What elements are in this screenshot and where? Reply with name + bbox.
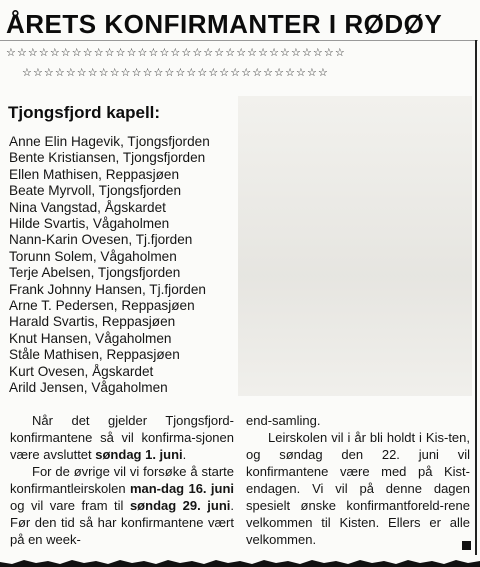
star-border-row-1: ☆☆☆☆☆☆☆☆☆☆☆☆☆☆☆☆☆☆☆☆☆☆☆☆☆☆☆☆☆☆☆ bbox=[6, 47, 346, 59]
torn-edge bbox=[0, 557, 480, 567]
paragraph bbox=[10, 463, 234, 548]
list-item: Anne Elin Hagevik, Tjongsfjorden bbox=[9, 134, 210, 149]
paragraph-text: . Før den tid så har konfirmantene vært på en week- bbox=[10, 498, 234, 547]
emphasis-date: søndag 1. juni bbox=[95, 447, 183, 462]
paragraph bbox=[10, 412, 234, 463]
list-item: Harald Svartis, Reppasjøen bbox=[9, 314, 176, 330]
bleed-through-shading bbox=[238, 96, 472, 396]
list-item: Bente Kristiansen, Tjongsfjorden bbox=[9, 150, 206, 166]
list-item: Arne T. Pedersen, Reppasjøen bbox=[9, 298, 195, 314]
article-left-column bbox=[10, 412, 234, 548]
top-rule bbox=[0, 40, 478, 41]
list-item: Beate Myrvoll, Tjongsfjorden bbox=[9, 183, 182, 199]
list-item: Kurt Ovesen, Ågskardet bbox=[9, 363, 154, 379]
paragraph: end-samling. bbox=[246, 413, 321, 428]
emphasis-date: man-dag 16. juni bbox=[129, 481, 234, 496]
paragraph-text: Når det gjelder Tjongsfjord-konfirmantene så vil konfirma-sjonen være avsluttet bbox=[10, 413, 234, 462]
list-item: Knut Hansen, Vågaholmen bbox=[9, 330, 172, 346]
list-item: Nina Vangstad, Ågskardet bbox=[9, 199, 166, 215]
star-border-row-2: ☆☆☆☆☆☆☆☆☆☆☆☆☆☆☆☆☆☆☆☆☆☆☆☆☆☆☆☆ bbox=[22, 67, 329, 79]
column-rule bbox=[475, 40, 477, 555]
end-mark bbox=[462, 541, 471, 550]
list-item: Terje Abelsen, Tjongsfjorden bbox=[9, 265, 181, 281]
emphasis-date: søndag 29. juni bbox=[129, 498, 231, 513]
list-item: Hilde Svartis, Vågaholmen bbox=[9, 216, 170, 232]
article-right-column bbox=[246, 412, 470, 548]
list-item: Torunn Solem, Vågaholmen bbox=[9, 248, 177, 264]
list-item: Arild Jensen, Vågaholmen bbox=[9, 380, 168, 396]
list-item: Frank Johnny Hansen, Tj.fjorden bbox=[9, 281, 206, 297]
headline: ÅRETS KONFIRMANTER I RØDØY bbox=[6, 9, 443, 39]
paragraph-text: For de øvrige vil vi forsøke å starte konfirmantleirskolen bbox=[10, 464, 234, 496]
section-title: Tjongsfjord kapell: bbox=[8, 103, 161, 122]
paragraph-text: . bbox=[182, 447, 187, 462]
confirmand-list bbox=[9, 134, 210, 397]
list-item: Ellen Mathisen, Reppasjøen bbox=[9, 166, 180, 182]
paragraph: Leirskolen vil i år bli holdt i Kis-ten, og søndag den 22. juni vil konfirmantene være med på Kist-endagen. Vi vil på denne dagen spesielt ønske konfirmantforeld-rene velkommen til Kisten. Ellers er alle velkommen. bbox=[246, 430, 470, 547]
list-item: Nann-Karin Ovesen, Tj.fjorden bbox=[9, 232, 193, 248]
paragraph-text: og vil vare fram til bbox=[10, 498, 130, 513]
list-item: Ståle Mathisen, Reppasjøen bbox=[9, 347, 180, 363]
